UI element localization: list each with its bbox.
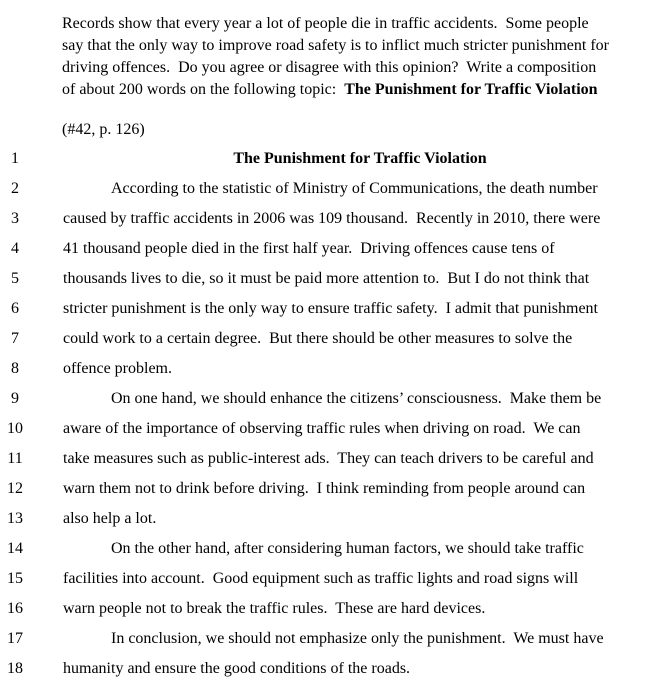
line-number: 4 [11,240,19,257]
line-text: also help a lot. [63,510,157,527]
prompt-line-text: Records show that every year a lot of people die in traffic accidents. Some people [62,15,589,32]
line-text: could work to a certain degree. But there should be other measures to solve the [63,330,573,347]
line-number: 7 [11,330,19,347]
line-number: 15 [7,570,23,587]
line-number: 11 [7,450,23,467]
essay-line [0,504,668,534]
line-text: aware of the importance of observing traffic rules when driving on road. We can [63,420,581,437]
essay-line [0,624,668,654]
essay-title: The Punishment for Traffic Violation [233,150,487,167]
prompt-line-text: of about 200 words on the following topic: [62,81,345,98]
essay-line [0,144,668,174]
line-number: 9 [11,390,19,407]
line-number: 12 [7,480,23,497]
essay-line [0,294,668,324]
line-text: On the other hand, after considering human factors, we should take traffic [111,540,584,557]
prompt-line [62,79,609,101]
line-text: According to the statistic of Ministry of Communications, the death number [111,180,598,197]
line-number: 16 [7,600,23,617]
prompt-line-text: say that the only way to improve road safety is to inflict much stricter punishment for [62,37,609,54]
essay-line [0,354,668,384]
essay-line [0,444,668,474]
line-number: 6 [11,300,19,317]
line-text: humanity and ensure the good conditions of the roads. [63,660,411,677]
line-text: take measures such as public-interest ads. They can teach drivers to be careful and [63,450,594,467]
line-text: warn them not to drink before driving. I think reminding from people around can [63,480,586,497]
line-number: 5 [11,270,19,287]
essay-line [0,594,668,624]
line-number: 14 [7,540,23,557]
prompt-line [62,57,609,79]
line-text: stricter punishment is the only way to ensure traffic safety. I admit that punishment [63,300,598,317]
essay-line [0,174,668,204]
prompt-line [62,13,609,35]
line-number: 17 [7,630,23,647]
line-text: caused by traffic accidents in 2006 was 109 thousand. Recently in 2010, there were [63,210,601,227]
source-reference: (#42, p. 126) [62,121,145,138]
line-text: facilities into account. Good equipment such as traffic lights and road signs will [63,570,579,587]
prompt-paragraph [62,13,609,101]
prompt-line [62,35,609,57]
essay-line [0,324,668,354]
line-text: In conclusion, we should not emphasize only the punishment. We must have [111,630,604,647]
line-text: offence problem. [63,360,172,377]
essay-line [0,204,668,234]
line-number: 2 [11,180,19,197]
line-number: 3 [11,210,19,227]
essay-body [0,144,668,684]
essay-line [0,414,668,444]
line-number: 18 [7,660,23,677]
essay-line [0,264,668,294]
line-number: 10 [7,420,23,437]
essay-line [0,234,668,264]
line-number: 8 [11,360,19,377]
line-number: 13 [7,510,23,527]
line-number: 1 [11,150,19,167]
line-text: 41 thousand people died in the first half year. Driving offences cause tens of [63,240,555,257]
essay-line [0,534,668,564]
essay-line [0,474,668,504]
line-text: warn people not to break the traffic rules. These are hard devices. [63,600,486,617]
line-text: thousands lives to die, so it must be paid more attention to. But I do not think that [63,270,590,287]
essay-line [0,654,668,684]
essay-line [0,384,668,414]
prompt-topic-bold: The Punishment for Traffic Violation [344,81,598,98]
essay-line [0,564,668,594]
line-text: On one hand, we should enhance the citizens’ consciousness. Make them be [111,390,602,407]
prompt-line-text: driving offences. Do you agree or disagree with this opinion? Write a composition [62,59,597,76]
